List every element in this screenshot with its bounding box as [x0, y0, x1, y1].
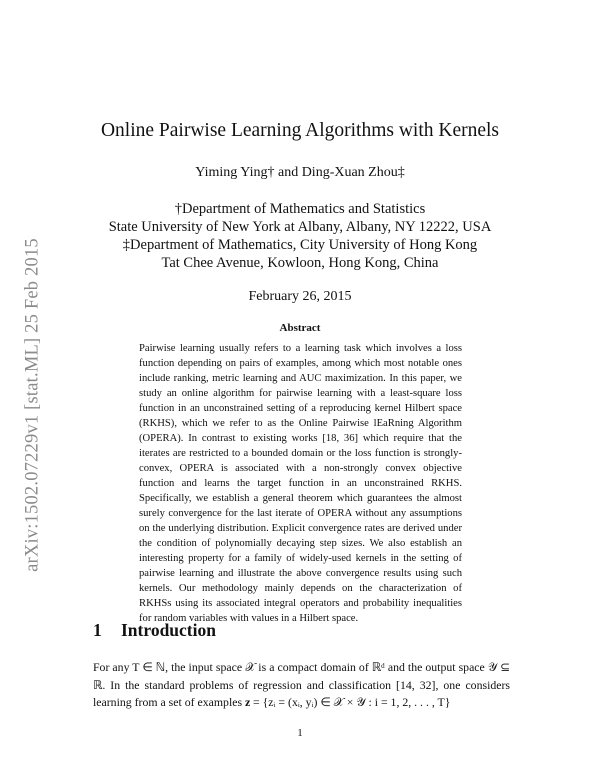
abstract-body: Pairwise learning usually refers to a learning task which involves a loss function depending on pairs of examples, among which most notable ones include ranking, metric learning and AUC maximization. In this paper, we study an online algorithm for pairwise learning with a least-square loss function in an unconstrained setting of a reproducing kernel Hilbert space (RKHS), which we refer to as the Online Pairwise lEaRning Algorithm (OPERA). In contrast to existing works [18, 36] which require that the iterates are restricted to a bounded domain or the loss function is strongly-convex, OPERA is associated with a non-strongly convex objective function and learns the target function in an unconstrained RKHS. Specifically, we establish a general theorem which guarantees the almost surely convergence for the last iterate of OPERA without any assumptions on the underlying distribution. Explicit convergence rates are derived under the condition of polynomially decaying step sizes. We also establish an interesting property for a family of widely-used kernels in the setting of pairwise learning and illustrate the above convergence results using such kernels. Our methodology mainly depends on the characterization of RKHSs using its associated integral operators and probability inequalities for random variables with values in a Hilbert space.: [139, 343, 462, 624]
affiliation-line-2: State University of New York at Albany, Albany, NY 12222, USA: [108, 219, 492, 235]
paper-authors: Yiming Ying† and Ding-Xuan Zhou‡: [195, 165, 405, 180]
paper-title: Online Pairwise Learning Algorithms with Kernels: [100, 120, 500, 141]
arxiv-identifier[interactable]: arXiv:1502.07229v1 [stat.ML] 25 Feb 2015: [22, 238, 43, 572]
introduction-paragraph: For any T ∈ ℕ, the input space 𝒳 is a compact domain of ℝᵈ and the output space 𝒴 ⊆ ℝ. In the standard problems of regression and classification [14, 32], one considers learning from a set of examples 𝐳 = {zᵢ = (xᵢ, yᵢ) ∈ 𝒳 × 𝒴 : i = 1, 2, . . . , T}: [93, 660, 510, 709]
section-title: Introduction: [121, 620, 216, 640]
affiliation-line-4: Tat Chee Avenue, Kowloon, Hong Kong, China: [161, 255, 439, 271]
paper-date: February 26, 2015: [248, 289, 352, 304]
page-number: 1: [297, 727, 303, 739]
section-number: 1: [93, 620, 102, 640]
affiliation-line-1: †Department of Mathematics and Statistics: [174, 201, 426, 217]
arxiv-sidebar: [0, 0, 50, 776]
section-heading: [93, 620, 216, 641]
abstract-heading: Abstract: [279, 322, 321, 334]
affiliation-line-3: ‡Department of Mathematics, City University of Hong Kong: [122, 237, 478, 253]
